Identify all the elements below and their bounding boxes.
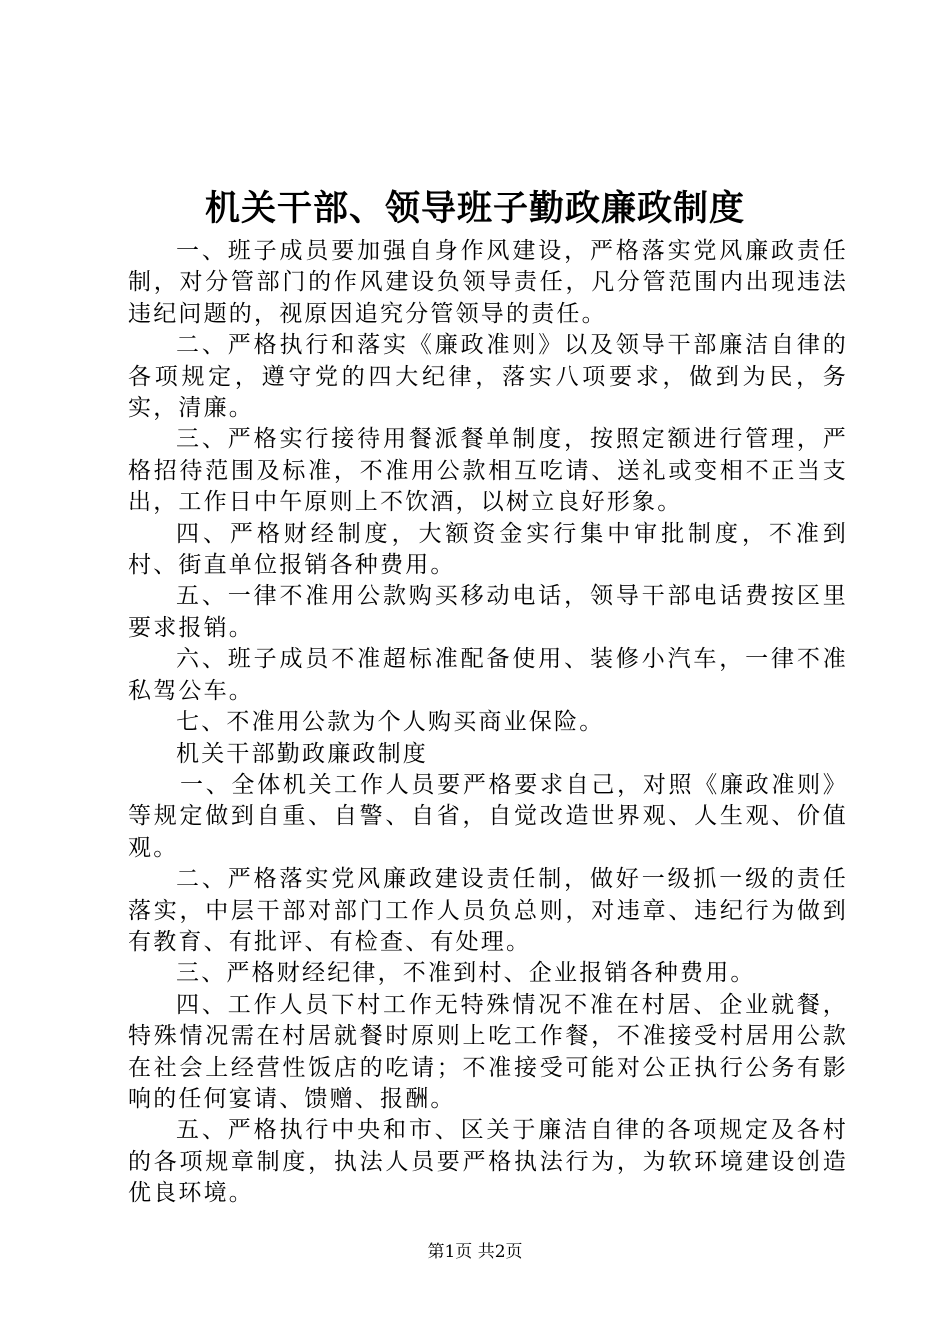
paragraph-9: 二、严格落实党风廉政建设责任制，做好一级抓一级的责任落实，中层干部对部门工作人员负总则，对违章、违纪行为做到有教育、有批评、有检查、有处理。 <box>128 866 848 955</box>
paragraph-5: 五、一律不准用公款购买移动电话，领导干部电话费按区里要求报销。 <box>128 583 848 641</box>
document-title: 机关干部、领导班子勤政廉政制度 <box>204 188 745 229</box>
paragraph-7: 七、不准用公款为个人购买商业保险。 <box>176 709 605 736</box>
paragraph-1: 一、班子成员要加强自身作风建设，严格落实党风廉政责任制，对分管部门的作风建设负领导责任，凡分管范围内出现违法违纪问题的，视原因追究分管领导的责任。 <box>128 238 848 327</box>
document-body <box>128 236 848 1210</box>
paragraph-10: 三、严格财经纪律，不准到村、企业报销各种费用。 <box>176 960 756 987</box>
paragraph-8: 一、全体机关工作人员要严格要求自己，对照《廉政准则》等规定做到自重、自警、自省，自觉改造世界观、人生观、价值观。 <box>128 771 848 861</box>
paragraph-3: 三、严格实行接待用餐派餐单制度，按照定额进行管理，严格招待范围及标准，不准用公款相互吃请、送礼或变相不正当支出，工作日中午原则上不饮酒，以树立良好形象。 <box>128 426 848 516</box>
paragraph-11: 四、工作人员下村工作无特殊情况不准在村居、企业就餐，特殊情况需在村居就餐时原则上吃工作餐，不准接受村居用公款在社会上经营性饭店的吃请；不准接受可能对公正执行公务有影响的任何宴请、馈赠、报酬。 <box>128 991 848 1112</box>
paragraph-2: 二、严格执行和落实《廉政准则》以及领导干部廉洁自律的各项规定，遵守党的四大纪律，落实八项要求，做到为民，务实，清廉。 <box>128 332 848 422</box>
paragraph-6: 六、班子成员不准超标准配备使用、装修小汽车，一律不准私驾公车。 <box>128 646 848 704</box>
section-heading: 机关干部勤政廉政制度 <box>176 740 428 767</box>
paragraph-12: 五、严格执行中央和市、区关于廉洁自律的各项规定及各村的各项规章制度，执法人员要严格执法行为，为软环境建设创造优良环境。 <box>128 1117 848 1207</box>
page-footer: 第1页 共2页 <box>427 1242 523 1262</box>
paragraph-4: 四、严格财经制度，大额资金实行集中审批制度，不准到村、街直单位报销各种费用。 <box>128 520 848 579</box>
